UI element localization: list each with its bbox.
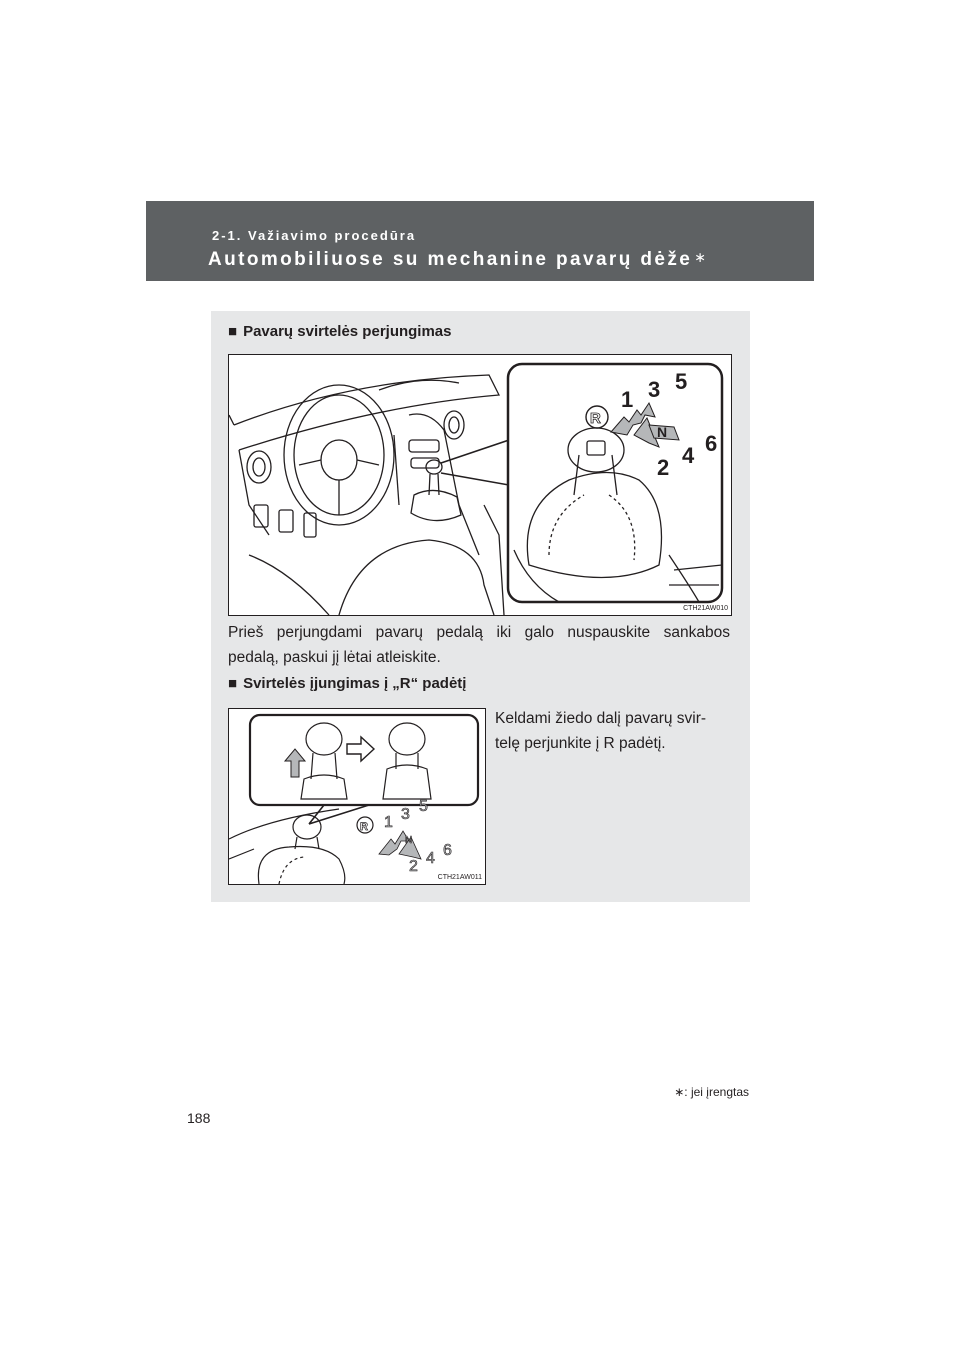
shift-pattern-n: N (657, 424, 668, 440)
shift-pattern-1: 1 (621, 387, 634, 412)
reverse-pattern-1: 1 (384, 814, 393, 831)
gear-shift-heading (228, 323, 452, 340)
reverse-text (495, 706, 735, 756)
reverse-pattern-n: N (405, 835, 413, 846)
reverse-pattern-r: R (360, 821, 368, 833)
optional-equipment-mark: ∗ (694, 249, 709, 265)
content-panel (211, 311, 750, 902)
interior-drawing (229, 355, 731, 615)
shift-pattern-r: R (590, 410, 601, 427)
reverse-pattern-5: 5 (419, 798, 428, 815)
square-bullet-icon: ■ (228, 323, 238, 340)
reverse-text-line-2: telę perjunkite į R padėtį. (495, 735, 666, 752)
figure-code: CTH21AW010 (683, 605, 728, 612)
reverse-pattern-4: 4 (426, 850, 435, 867)
page-title (208, 249, 708, 271)
reverse-illustration (228, 708, 486, 885)
shift-pattern-5: 5 (675, 369, 688, 394)
reverse-pattern-2: 2 (409, 858, 418, 875)
reverse-heading-text: Svirtelės įjungimas į „R“ padėtį (243, 675, 467, 692)
reverse-text-line-1: Keldami žiedo dalį pavarų svir- (495, 710, 707, 727)
square-bullet-icon: ■ (228, 675, 238, 692)
reverse-pattern-6: 6 (443, 842, 452, 859)
reverse-heading (228, 675, 466, 692)
section-header (146, 201, 814, 281)
gear-shift-text-line-1: Prieš perjungdami pavarų pedalą iki galo nuspauskite sankabos (228, 624, 730, 641)
optional-equipment-mark: ∗ (674, 1085, 685, 1099)
gear-shift-text (228, 620, 730, 670)
gear-shift-heading-text: Pavarų svirtelės perjungimas (243, 323, 452, 340)
section-label: 2-1. Važiavimo procedūra (212, 228, 417, 243)
page-number: 188 (187, 1110, 211, 1126)
reverse-pattern-3: 3 (401, 806, 410, 823)
reverse-drawing (229, 709, 485, 884)
shift-pattern-4: 4 (682, 443, 695, 468)
shift-pattern-3: 3 (648, 377, 661, 402)
page-title-text: Automobiliuose su mechanine pavarų dėže (208, 249, 693, 270)
figure-code: CTH21AW011 (437, 874, 482, 881)
gear-shift-illustration (228, 354, 732, 616)
shift-pattern-6: 6 (705, 431, 718, 456)
shift-pattern-2: 2 (657, 455, 670, 480)
footnote (674, 1085, 749, 1099)
footnote-text: : jei įrengtas (684, 1085, 749, 1099)
gear-shift-text-line-2: pedalą, paskui jį lėtai atleiskite. (228, 649, 441, 666)
